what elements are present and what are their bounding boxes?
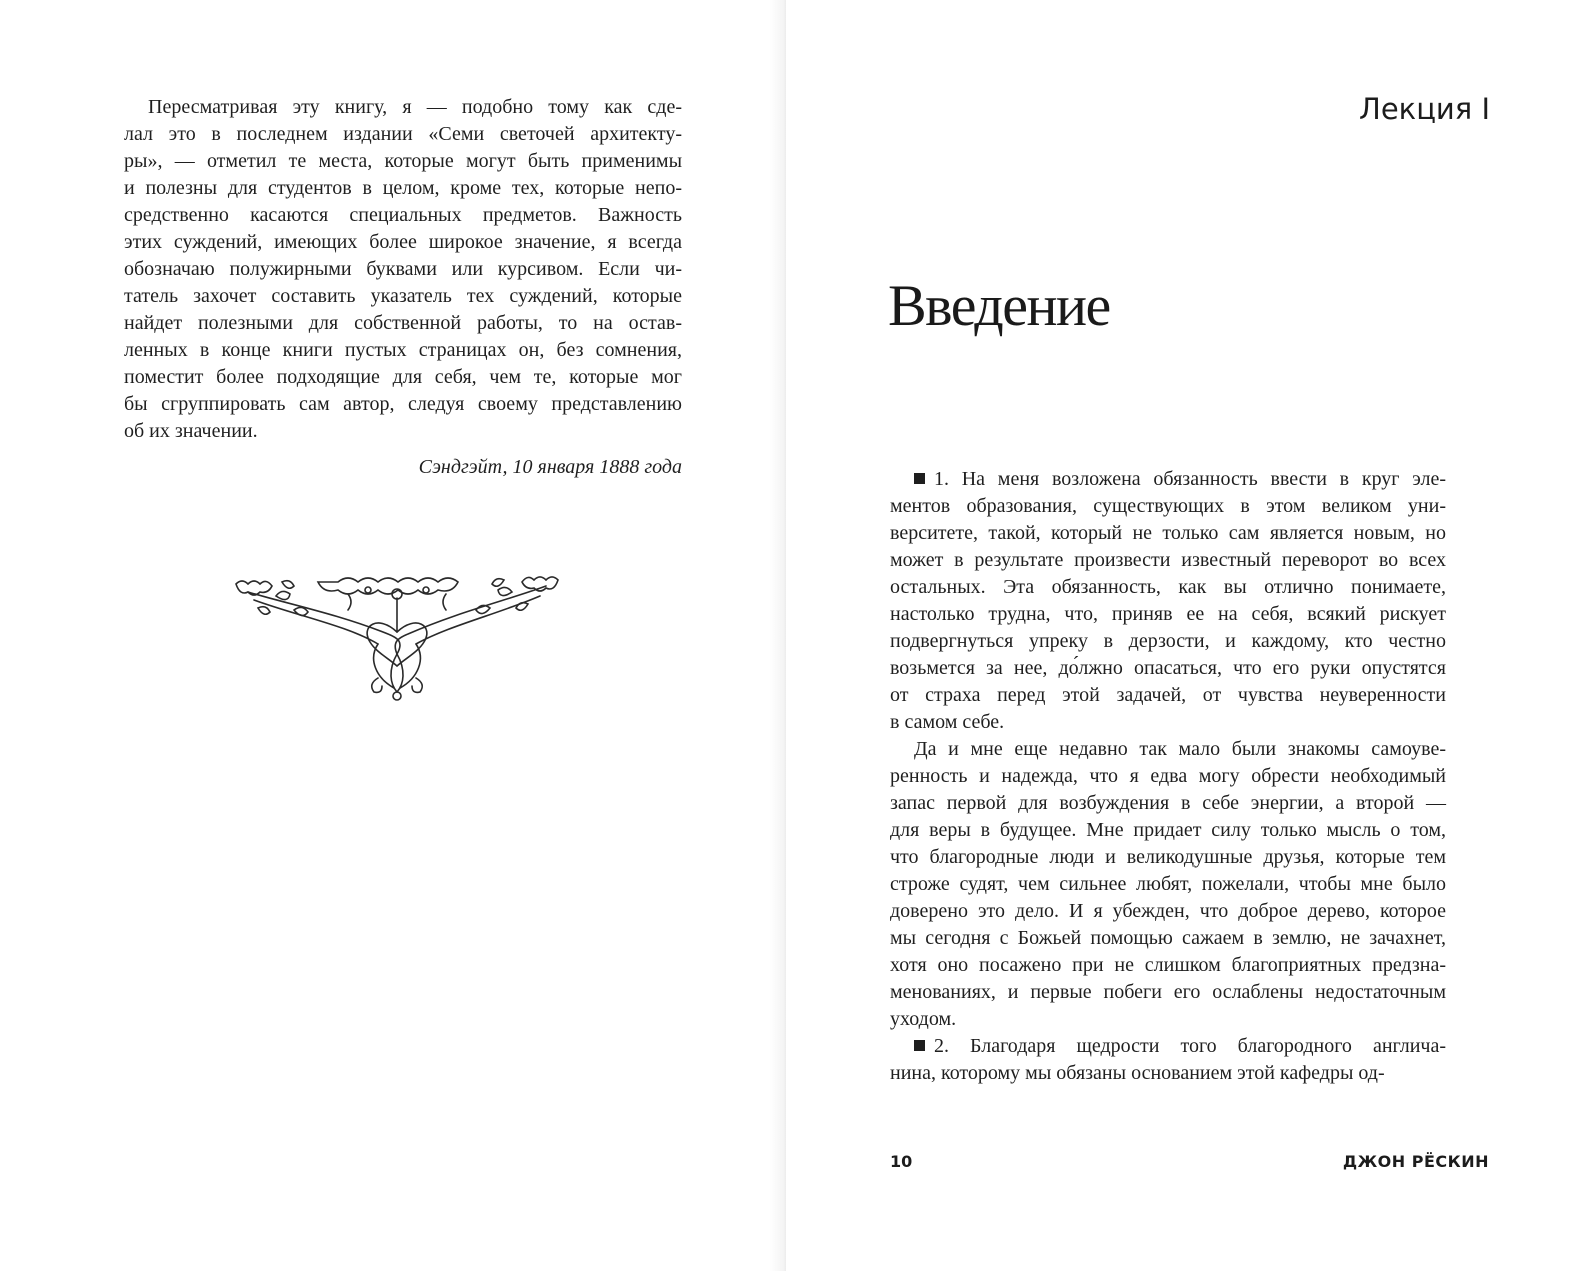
text-line: менованиях, и первые побеги его ослаблены недостаточным <box>890 981 1446 1003</box>
text-line: доверено это дело. И я убежден, что доброе дерево, которое <box>890 900 1446 922</box>
text-line: хотя оно посажено при не слишком благоприятных предзна- <box>890 954 1446 976</box>
text-line: в самом себе. <box>890 711 1005 733</box>
text-line: для веры в будущее. Мне придает силу только мысль о том, <box>890 819 1446 841</box>
text-line: Пересматривая эту книгу, я — подобно тому как сде- <box>148 96 682 118</box>
text-line-content: 1. На меня возложена обязанность ввести в круг эле- <box>934 468 1446 490</box>
text-line: Да и мне еще недавно так мало были знакомы самоуве- <box>914 738 1446 760</box>
text-line: верситете, такой, который не только сам является новым, но <box>890 522 1446 544</box>
text-line: строже судят, чем сильнее любят, пожелали, чтобы мне было <box>890 873 1446 895</box>
chapter-body <box>890 466 1446 1087</box>
paragraph-marker-icon <box>914 1040 925 1051</box>
floral-ornament <box>228 574 566 702</box>
text-line: обозначаю полужирными буквами или курсивом. Если чи- <box>124 258 682 280</box>
paragraph-marker-icon <box>914 473 925 484</box>
text-line: этих суждений, имеющих более широкое значение, я всегда <box>124 231 682 253</box>
text-line: мы сегодня с Божьей помощью сажаем в землю, не зачахнет, <box>890 927 1446 949</box>
text-line: остальных. Эта обязанность, как вы отлично понимаете, <box>890 576 1446 598</box>
text-line: ленных в конце книги пустых страницах он, без сомнения, <box>124 339 682 361</box>
text-line: найдет полезными для собственной работы, то на остав- <box>124 312 682 334</box>
page-number: 10 <box>890 1152 913 1171</box>
text-line: ренность и надежда, что я едва могу обрести необходимый <box>890 765 1446 787</box>
body-paragraph <box>890 736 1446 1033</box>
body-paragraph <box>890 466 1446 736</box>
text-line: от страха перед этой задачей, от чувства неуверенности <box>890 684 1446 706</box>
body-paragraph <box>890 1033 1446 1087</box>
text-line: возьмется за нее, до́лжно опасаться, что его руки опустятся <box>890 657 1446 679</box>
text-line: лал это в последнем издании «Семи светочей архитекту- <box>124 123 682 145</box>
text-line: нина, которому мы обязаны основанием этой кафедры од- <box>890 1062 1385 1084</box>
text-line: татель захочет составить указатель тех суждений, которые <box>124 285 682 307</box>
text-line <box>890 1033 1446 1060</box>
text-line-content: 2. Благодаря щедрости того благородного англича- <box>934 1035 1446 1057</box>
left-page <box>0 0 786 1271</box>
text-line: запас первой для возбуждения в себе энергии, а второй — <box>890 792 1446 814</box>
text-line: об их значении. <box>124 420 258 442</box>
text-line: поместит более подходящие для себя, чем те, которые мог <box>124 366 682 388</box>
text-line: может в результате произвести известный переворот во всех <box>890 549 1446 571</box>
preface-paragraph <box>124 94 682 445</box>
signature-line: Сэндгэйт, 10 января 1888 года <box>418 456 682 478</box>
text-line: ры», — отметил те места, которые могут быть применимы <box>124 150 682 172</box>
text-line: бы сгруппировать сам автор, следуя своему представлению <box>124 393 682 415</box>
text-line: настолько трудна, что, приняв ее на себя, всякий рискует <box>890 603 1446 625</box>
text-line: средственно касаются специальных предметов. Важность <box>124 204 682 226</box>
right-page <box>786 0 1575 1271</box>
text-line: подвергнуться упреку в дерзости, и каждому, кто честно <box>890 630 1446 652</box>
text-line: и полезны для студентов в целом, кроме тех, которые непо- <box>124 177 682 199</box>
text-line: что благородные люди и великодушные друзья, которые тем <box>890 846 1446 868</box>
text-line: уходом. <box>890 1008 957 1030</box>
running-footer-author: ДЖОН РЁСКИН <box>1342 1152 1489 1171</box>
text-line: ментов образования, существующих в этом великом уни- <box>890 495 1446 517</box>
text-line <box>890 466 1446 493</box>
chapter-title: Введение <box>888 273 1110 338</box>
lecture-label: Лекция I <box>1359 92 1490 126</box>
